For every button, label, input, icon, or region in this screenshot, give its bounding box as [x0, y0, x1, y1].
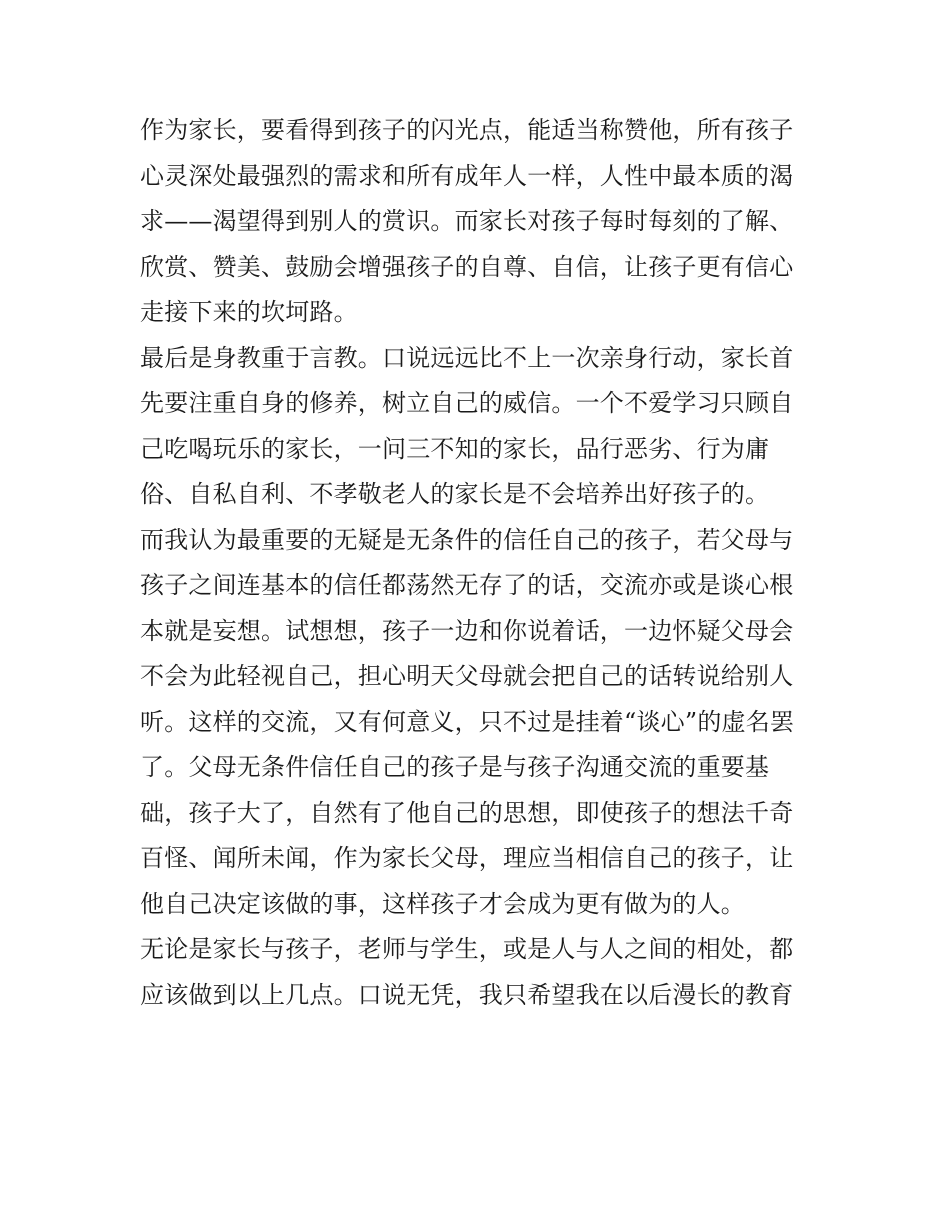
text-line: 最后是身教重于言教。口说远远比不上一次亲身行动，家长首: [140, 343, 794, 372]
text-line: 欣赏、赞美、鼓励会增强孩子的自尊、自信，让孩子更有信心: [140, 252, 794, 281]
text-line: 应该做到以上几点。口说无凭，我只希望我在以后漫长的教育: [140, 980, 794, 1009]
text-line: 百怪、闻所未闻，作为家长父母，理应当相信自己的孩子，让: [140, 844, 794, 872]
text-line: 己吃喝玩乐的家长，一问三不知的家长，品行恶劣、行为庸: [140, 434, 770, 463]
text-line: 求——渴望得到别人的赏识。而家长对孩子每时每刻的了解、: [140, 207, 794, 235]
text-line: 作为家长，要看得到孩子的闪光点，能适当称赞他，所有孩子: [140, 116, 794, 144]
paragraph-trust: [140, 518, 812, 928]
text-line: 走接下来的坎坷路。: [140, 298, 358, 326]
text-line: 础，孩子大了，自然有了他自己的思想，即使孩子的想法千奇: [140, 798, 794, 827]
paragraph-praise: [140, 108, 812, 336]
text-line: 听。这样的交流，又有何意义，只不过是挂着“谈心”的虚名罢: [140, 707, 795, 736]
text-line: 了。父母无条件信任自己的孩子是与孩子沟通交流的重要基: [140, 753, 770, 781]
text-line: 本就是妄想。试想想，孩子一边和你说着话，一边怀疑父母会: [140, 616, 794, 645]
paragraph-example: [140, 336, 812, 518]
text-line: 而我认为最重要的无疑是无条件的信任自己的孩子，若父母与: [140, 525, 794, 554]
text-line: 心灵深处最强烈的需求和所有成年人一样，人性中最本质的渴: [140, 161, 794, 190]
paragraph-conclusion: [140, 927, 812, 1018]
text-line: 不会为此轻视自己，担心明天父母就会把自己的话转说给别人: [140, 662, 794, 690]
text-line: 无论是家长与孩子，老师与学生，或是人与人之间的相处，都: [140, 935, 794, 963]
text-line: 先要注重自身的修养，树立自己的威信。一个不爱学习只顾自: [140, 389, 794, 417]
document-page: [140, 108, 812, 1018]
text-line: 孩子之间连基本的信任都荡然无存了的话，交流亦或是谈心根: [140, 571, 794, 599]
text-line: 俗、自私自利、不孝敬老人的家长是不会培养出好孩子的。: [140, 480, 770, 508]
text-line: 他自己决定该做的事，这样孩子才会成为更有做为的人。: [140, 889, 745, 918]
